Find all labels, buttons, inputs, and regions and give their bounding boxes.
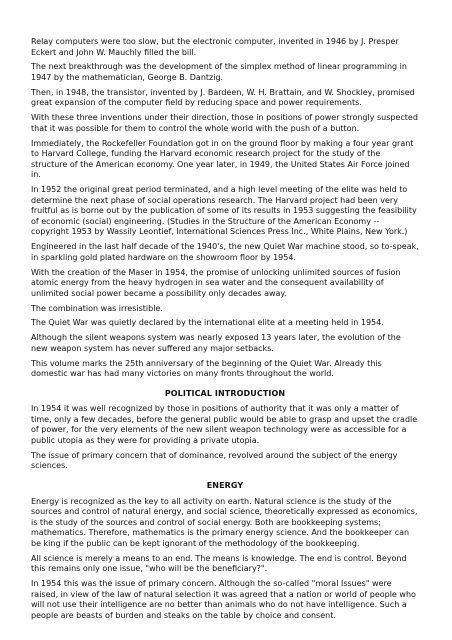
paragraph-moral-issues: In 1954 this was the issue of primary concern. Although the so-called "moral Issues" were raised, in view of the law of natural selection it was agreed that a nation or world of people who will not use their intelligence are no better than animals who do not have intelligence. Such a people are beasts of burden and steaks on the table by choice and consent.	[31, 579, 416, 620]
paragraph-transistor: Then, in 1948, the transistor, invented by J. Bardeen, W. H. Brattain, and W. Shockley, promised great expansion of the computer field by reducing space and power requirements.	[31, 87, 415, 108]
paragraph-maser: With the creation of the Maser in 1954, the promise of unlocking unlimited sources of fusion atomic energy from the heavy hydrogen in sea water and the consequent availability of unlimited social power became a possibility only decades away.	[31, 267, 401, 298]
paragraph-electronic-computer: Relay computers were too slow, but the electronic computer, invented in 1946 by J. Presper Eckert and John W. Mauchly filled the bill.	[31, 37, 399, 57]
paragraph-25th-anniversary: This volume marks the 25th anniversary of the beginning of the Quiet War. Already this domestic war has had many victories on many fronts throughout the world.	[31, 358, 382, 379]
paragraph-quiet-war-machine: Engineered in the last half decade of the 1940's, the new Quiet War machine stood, so to-speak, in sparkling gold plated hardware on the showroom floor by 1954.	[31, 242, 419, 262]
document-page	[31, 37, 419, 626]
paragraph-energy-key: Energy is recognized as the key to all activity on earth. Natural science is the study of the sources and control of natural energy, and social science, theoretically expressed as economics, is the study of the sources and control of social energy. Both are bookkeeping systems; mathematics. Therefore, mathematics is the primary energy science. And the bookkeeper can be king if the public can be kept ignorant of the methodology of the bookkeeping.	[31, 496, 418, 548]
paragraph-quiet-war-declared: The Quiet War was quietly declared by the international elite at a meeting held in 1954.	[31, 318, 384, 328]
paragraph-1954-recognized: In 1954 it was well recognized by those in positions of authority that it was only a matter of time, only a few decades, before the general public would be able to grasp and upset the cradle of power, for the very elements of the new silent weapon technology were as accessible for a public utopia as they were for providing a private utopia.	[31, 404, 418, 446]
heading-energy: ENERGY	[206, 481, 244, 491]
paragraph-three-inventions: With these three inventions under their direction, those in positions of power strongly suspected that it was possible for them to control the whole world with the push of a button.	[31, 113, 418, 133]
paragraph-science-means: All science is merely a means to an end. The means is knowledge. The end is control. Beyond this remains only one issue, "who will be the beneficiary?".	[31, 553, 407, 574]
paragraph-dominance: The issue of primary concern that of dominance, revolved around the subject of the energy sciences.	[31, 450, 398, 471]
heading-political-introduction: POLITICAL INTRODUCTION	[164, 388, 286, 398]
paragraph-rockefeller: Immediately, the Rockefeller Foundation got in on the ground floor by making a four year grant to Harvard College, funding the Harvard economic research project for the study of the structure of the American economy. One year later, in 1949, the United States Air Force joined in.	[31, 138, 414, 180]
paragraph-combination: The combination was irresistible.	[31, 303, 163, 313]
paragraph-simplex-method: The next breakthrough was the development of the simplex method of linear programming in 1947 by the mathematician, George B. Dantzig.	[31, 62, 407, 82]
paragraph-1952-meeting: In 1952 the original great period terminated, and a high level meeting of the elite was held to determine the next phase of social operations research. The Harvard project had been very fruitful as is borne out by the publication of some of its results in 1953 suggesting the feasibility of economic (social) engineering. (Studies in the Structure of the American Economy -- copyright 1953 by Wassily Leontief, International Sciences Press Inc., White Plains, New York.)	[31, 185, 417, 237]
paragraph-nearly-exposed: Although the silent weapons system was nearly exposed 13 years later, the evolution of the new weapon system has never suffered any major setbacks.	[31, 333, 401, 353]
